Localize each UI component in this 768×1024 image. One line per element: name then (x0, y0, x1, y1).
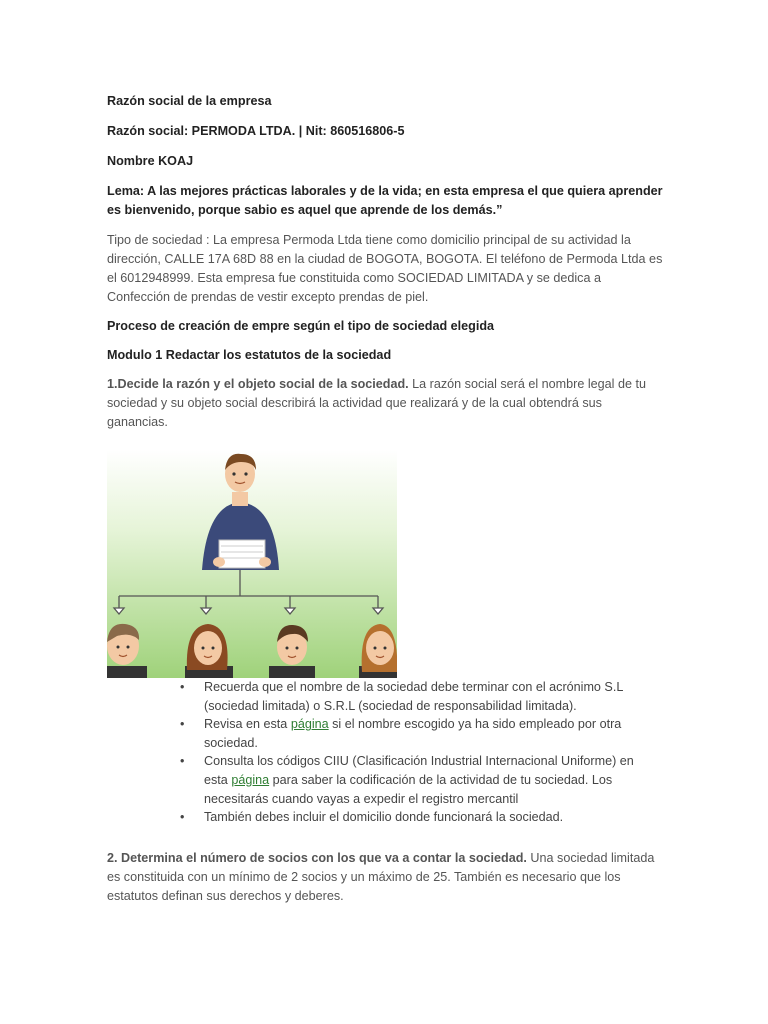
org-chart-illustration (107, 450, 397, 678)
step1-text: La razón social será el nombre legal de tu sociedad y su objeto social describirá la actividad que realizará y de la cual obtendrá sus ganancias. (107, 377, 646, 429)
bullet-text-pre: Consulta los códigos CIIU (Clasificación Industrial Internacional Uniforme) en esta (204, 754, 634, 787)
modulo-title: Redactar los estatutos de la sociedad (165, 348, 392, 362)
name-check-link[interactable]: página (290, 717, 329, 732)
bullet-marker: • (180, 754, 185, 769)
razon-social-line: Razón social: PERMODA LTDA. | Nit: 860516806-5 (107, 124, 405, 138)
bullet-marker: • (180, 680, 185, 694)
list-item (178, 715, 658, 752)
list-item (178, 808, 658, 827)
bullet-marker: • (180, 717, 185, 732)
tips-list (178, 678, 658, 827)
proceso-line: Proceso de creación de empre según el tipo de sociedad elegida (107, 319, 495, 333)
bullet-text: También debes incluir el domicilio donde funcionará la sociedad. (204, 810, 564, 825)
bullet-text-post: si el nombre escogido ya ha sido empleado por otra sociedad. (204, 717, 622, 750)
nombre-line: Nombre KOAJ (107, 154, 194, 168)
list-item (178, 752, 658, 808)
step2-paragraph (107, 849, 663, 906)
bullet-text: Recuerda que el nombre de la sociedad debe terminar con el acrónimo S.L (sociedad limitada) o S.R.L (sociedad de responsabilidad limitada). (204, 680, 623, 713)
document-page (107, 92, 663, 906)
modulo-heading (107, 346, 663, 365)
step1-paragraph (107, 375, 663, 432)
section-title: Razón social de la empresa (107, 94, 272, 108)
step2-heading: 2. Determina el número de socios con los que va a contar la sociedad. (107, 850, 527, 865)
lema-paragraph: Lema: A las mejores prácticas laborales y de la vida; en esta empresa el que quiera aprender es bienvenido, porque sabio es aquel que aprende de los demás.” (107, 184, 663, 217)
step2-text: Una sociedad limitada es constituida con un mínimo de 2 socios y un máximo de 25. También es necesario que los estatutos definan sus derechos y deberes. (107, 850, 655, 903)
modulo-prefix: Modulo 1 (107, 348, 166, 362)
ciiu-codes-link[interactable]: página (231, 772, 270, 787)
bullet-text-post: para saber la codificación de la actividad de tu sociedad. Los necesitarás cuando vayas a expedir el registro mercantil (204, 772, 613, 806)
step1-heading: 1.Decide la razón y el objeto social de la sociedad. (107, 377, 409, 391)
list-item (178, 678, 658, 715)
tipo-sociedad-paragraph: Tipo de sociedad : La empresa Permoda Ltda tiene como domicilio principal de su actividad la dirección, CALLE 17A 68D 88 en la ciudad de BOGOTA, BOGOTA. El teléfono de Permoda Ltda es el 6012948999. Esta empresa fue constituida como SOCIEDAD LIMITADA y se dedica a Confección de prendas de vestir excepto prendas de piel. (107, 233, 663, 304)
bullet-text-pre: Revisa en esta (204, 717, 291, 732)
bullet-marker: • (180, 810, 185, 825)
